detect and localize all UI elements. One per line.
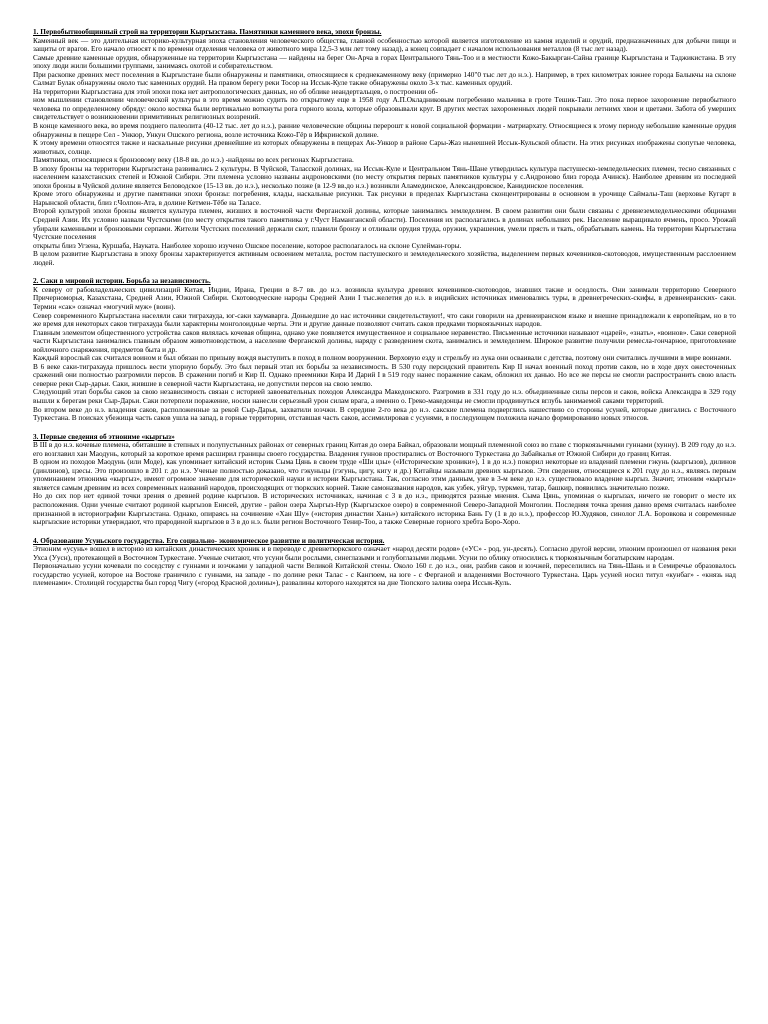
paragraph: открыты близ Угзена, Куршаба, Науката. Наиболее хорошо изучено Ошское поселение, которое располагалось на склоне Сулейман-горы. [33, 240, 462, 250]
section-4 [33, 537, 736, 588]
paragraph: Первоначально усуни кочевали по соседству с гуннами и юэчжами у западной части Великой Китайской стены. Около 160 г. до н.э., они, разбив саков и юэчжей, переселились на Тянь-Шань и в Семиречье образовалось государство усуней, которое на Востоке граничило с гуннами, на западе - по долине реки Талас - с Кангюем, на юге - с Ферганой и владениями Восточного Туркестана. Царь усуней носил титул «кунбаг» - «князь над племенами». Столицей государства был город Чигу («город Красной долины»), развалины которого находятся на дне Тюпского залива озера Иссык-Куль. [33, 561, 736, 588]
paragraph: Каждый взрослый сак считался воином и был обязан по призыву вождя выступить в поход в полном вооружении. Верховую езду и стрельбу из лука они осваивали с детства, поэтому они считались лучшими в мире воинами. [33, 353, 732, 363]
paragraph: Север современного Кыргызстана населяли саки тиграхауда, юг-саки хаумаварга. Доныедшие до нас источники свидетельствуют!, что саки говорили на древнеиранском языке и внешне принадлежали к европейцам, но в то же время для некоторых саков тиграхауда были характерны монголоидные черты. Эти и другие данные позволяют считать саков предками тюркоязычных народов. [33, 310, 736, 329]
paragraph: Самые древние каменные орудия, обнаруженные на территории Кыргызстана — найдены на берег Он-Арча в горах Центрального Тянь-Тоо и в местности Кожо-Бакырган-Сайна границе Кыргызстана и Таджикистана. В эту эпоху люди жили большими группами, занимаясь охотой и собирательством. [33, 52, 736, 71]
section-heading: 1. Первобытнообщинный строй на территории Кыргызстана. Памятники каменного века, эпохи бронзы. [33, 27, 382, 36]
paragraph: Каменный век — это длительная историко-культурная эпоха становления человеческого общества, главной особенностью которой является изготовление из камня изделий и орудий, предназначенных для добычи пищи и защиты от врагов. Его начало относят к по времени отделения человека от животного мира 12,5-3 млн лет тому назад), а конец совпадает с началом использования металлов (8 тыс лет назад). [33, 35, 736, 54]
paragraph: К северу от рабовладельческих цивилизаций Китая, Индии, Ирана, Греции в 8-7 вв. до н.э. возникла культура древних кочевников-скотоводов, знавших также и оседлость. Они занимали территорию Северного Причерноморья, Казахстана, Средней Азии, Южной Сибири. Скотоводческие народы Средней Азии I тыс.желетия до н.э. в индийских источниках именовались туры, в древнегреческих-скифы, в древнеиранских- саки. Термин «сак» означал «могучий муж» (воин). [33, 284, 736, 311]
paragraph: ном мышлении становлении человеческой культуры в это время можно судить по открытому еще в 1958 году А.П.Окладниковым погребению мальчика в гроте Тешик-Таш. Это пока первое захоронение первобытного человека по определенному обряду: около костяка были вертикально воткнуты рога горного козла, которые образовывали круг. В других местах захороненных людей покрывали летнимх хвои и цветами. Забота об умерших свидетельствует о возникновении примитивных религиозных воззрений. [33, 95, 736, 122]
section-heading: 3. Первые сведения об этнониме «кыргыз» [33, 431, 175, 441]
paragraph: Этноним «усунь» вошел в историю из китайских династических хроник и в переводе с древнетюркского означает «народ десяти родов» («УС» - род, ун-десять). Согласно другой версии, этноним произошел от названия реки Ухса (Уусн), протекающей в Восточном Туркестане. Ученые считают, что усуни были рослыми, синеглазыми и голубоглазыми людьми. Усуни по облику относились к тюркоязычным богатырским народам. [33, 544, 736, 562]
paragraph: Во втором веке до н.э. владения саков, расположенные за рекой Сыр-Дарья, захватили юэчжи. В середине 2-го века до н.э. сакские племена подверглись нашествию со стороны усуней, которые двигались с Восточного Туркестана. В поисках убежища часть саков ушла на запад, в горные территории, отставшая часть саков, ассимилировав с усунями, в последующем положила начало формированию новых этносов. [33, 404, 736, 423]
paragraph: В целом развитие Кыргызстана в эпоху бронзы характеризуется активным освоением металла, ростом пастушеского и земледельческого хозяйства, выделением первых кочевников-скотоводов, имущественным расслоением людей. [33, 249, 736, 267]
paragraph: Кроме этого обнаружены и другие памятники эпохи бронзы: погребения, клады, наскальные рисунки. Так рисунки в пределах Кыргызстана сконцентрированы в основном в урочище Саймалы-Таш (верховье Кугарт в Нарынской области, близ г.Чолпон-Ата, в долине Кетмен-Тёбе на Таласе. [33, 189, 736, 207]
section-2 [33, 277, 736, 422]
paragraph: В 6 веке саки-тиграхауда пришлось вести упорную борьбу. Это был первый этап их борьбы за независимость. В 530 году персидский правитель Кир II начал военный поход против саков, но в ходе двух ожесточенных сражений они полностью разгромили персов. В сражении погиб и Кир II. Однако преемники Кира И Дарий I в 519 году нанес поражение сакам, обложил их данью. Но все же персы не смогли распространить свою власть северне реки Сыр-дарьи. Саки, жившие в северной части Кыргызстана, не допустили персов на свою землю. [33, 361, 736, 388]
paragraph: В конце каменного века, во время позднего палеолита (40-12 тыс. лет до н.э.), ранние человеческие общины перерошт к новой социальной формации - матриархату. Относящиеся к этому периоду небольшие каменные орудия обнаружены в пещере Сел - Ункюр, Ункун Ошского региона, возле источника Кожо-Гёр в Ифкринской долине. [33, 121, 736, 139]
section-1 [33, 28, 736, 267]
section-heading: 2. Саки в мировой истории. Борьба за независимость. [33, 276, 211, 286]
section-3 [33, 433, 736, 527]
paragraph: Памятники, относящиеся к бронзовому веку (18-8 вв. до н.э.) -найдены во всех регионах Кыргызстана. [33, 155, 354, 165]
paragraph: Следующий этап борьбы саков за свою независимость связан с историей завоевательных походов Александра Македонского. Разгромив в 331 году до н.э. объединенные силы персов и саков, войска Александра в 329 году вышли к берегам реки Сыр-Дарьи. Саки потерпели поражение, носии нанесли серьезный урон силам врага, а именно о. Греко-македонцы не смогли продвинуться вглубь занимаемой саками территорий. [33, 387, 736, 405]
paragraph: Главным элементом общественного устройства саков являлась кочевая община, однако уже появляется имущественное и социальное неравенство. Письменные источники называют «царей», «знать», «воинов». Саки северной части Кыргызстана занимались главным образом животноводством, а население Ферганской долины, наряду с разведением скота, занимались и земледелием. Широкое развитие получили ремесла-гончарное, приготовление войлочного снаряжения, предметов быта и др. [33, 327, 736, 354]
paragraph: В III в до н.э. кочевые племена, обитавшие в степных и полупустынных районах от северных границ Китая до озера Байкал, образовали мощный племенной союз во главе с тюркоязычными гуннами (хунну). В 209 году до н.э. его возглавил хан Маодунь, который за короткое время расширил границы своего государства. Владения гуннов простирались от Восточного Туркестана до Забайкалья от Южной Сибири до границ Китая. [33, 440, 736, 458]
paragraph: Второй культурой эпохи бронзы является культура племен, жизших в восточной части Ферганской долины, которые занимались земледелием. В своем развитии они были связаны с древнеземледельческими общинами Средней Азии. Их условно назвали Чустскими (по месту открытия такого памятника у г.Чуст Наманганской области). Поселения их располагались в долинах небольших рек. Население выращивало ячмень, просо. Урожай убирали каменными и бронзовыми серпами. Жители Чустских поселений держали скот, плавили бронзу и отливали орудия труда, оружия, украшения, умели прясть и ткать, обрабатывать камень. На территории Кыргызстана Чустские поселения [33, 206, 736, 242]
paragraph: Но до сих пор нет единой точки зрения о древней родине кыргызов. В исторических источниках, начиная с 3 в до н.э., приводятся разные мнения. Сыма Цянь, упоминая о кыргызах, ничего не говорит о месте их расположения. Одни ученые считают родиной кыргызов Енисей, другие - район озера Хыргыз-Нур (Кыргызское озеро) в современной Северо-Западной Монголии. Последняя точка зрения давно время считалась наиболее признанной в историографии Кыргызстана. Однако, опираясь на сочинение «Хан Шу» («история династии Хань») китайского историка Бань Гу (1 в до н.э.), профессор Ю.Худяков, синолог Л.А. Боровкова и современные кыргызские историки утверждают, что прародиной кыргызов в 3 в до н.э. были регион Восточного Тенир-Тоо, а также Северные горного хребта Боро-Хоро. [33, 491, 736, 527]
paragraph: На территории Кыргызстана для этой эпохи пока нет антропологических данных, но об облике неандертальцев, о построении об- [33, 86, 438, 96]
paragraph: В одном из походов Маодунь (или Моде), как упоминает китайский историк Сыма Цянь в своем труде «Ши цзы» («Исторические хроники»), 1 в до н.э.) покорил некоторые из владений племени гэкунь (кыргызов), дилинов (динлинов), цзесы. Это произошло в 201 г. до н.э. Ученые полностью доказано, что гэкуньцы (гэгунь, цигу, кигу и др.) Китайцы называли древних кыргызов. Эти сведения, относящиеся к 201 году до н.э., являясь первым упоминанием этнонима «кыргыз», имеют огромное значение для исторической науки и истории Кыргызстана. Так, согласно этим данным, уже в 3-м веке до н.э. существовало владение кыргыз. Значит, этноним «кыргыз» является самым древним из всех современных названий народов, происходящих от тюркских корней. Такие самоназвания народов, как узбек, уйгур, туркмен, татар, башкир, появились значительно позже. [33, 457, 736, 492]
section-heading: 4. Образование Усуньского государства. Его социально- экономическое развитие и политическая история. [33, 535, 385, 545]
paragraph: В эпоху бронзы на территории Кыргызстана развивались 2 культуры. В Чуйской, Таласской долинах, на Иссык-Куле и Центральном Тянь-Шане утвердилась культура пастушеско-земледельческих племен, тесно связанных с населением казахстанских степей и Южной Сибири. Эти племена условно названы андроновскими (по месту открытия первых памятников культуры у с.Андроново близ города Ачинск). Наиболее древним из последней эпохи бронзы в Чуйской долине является Беловодское (15-13 вв. до н.э.), несколько позже (в 12-9 вв.до н.э.) возникли Аламединское, Александровское, Канидинское поселения. [33, 163, 736, 190]
paragraph: К этому времени относятся также и наскальные рисунки древнейшие из которых обнаружены в пещерах Ак-Ункюр в районе Сары-Жаз нынешней Иссык-Кульской области. На этих рисунках изображены сюпутые человека, животных, солнце. [33, 138, 736, 156]
paragraph: При раскопке древних мест поселения в Кыргызстане были обнаружены и памятники, относящиеся к среднекаменному веку (примерно 140"0 тыс лет до н.э.). Например, в трех километрах южнее города Балыкчы на склоне Салмат Булак обнаружены около тыс каменных орудий. На правом берегу реки Тосор на Иссык-Куле также обнаружены около 3-х тыс. каменных орудий. [33, 69, 736, 88]
